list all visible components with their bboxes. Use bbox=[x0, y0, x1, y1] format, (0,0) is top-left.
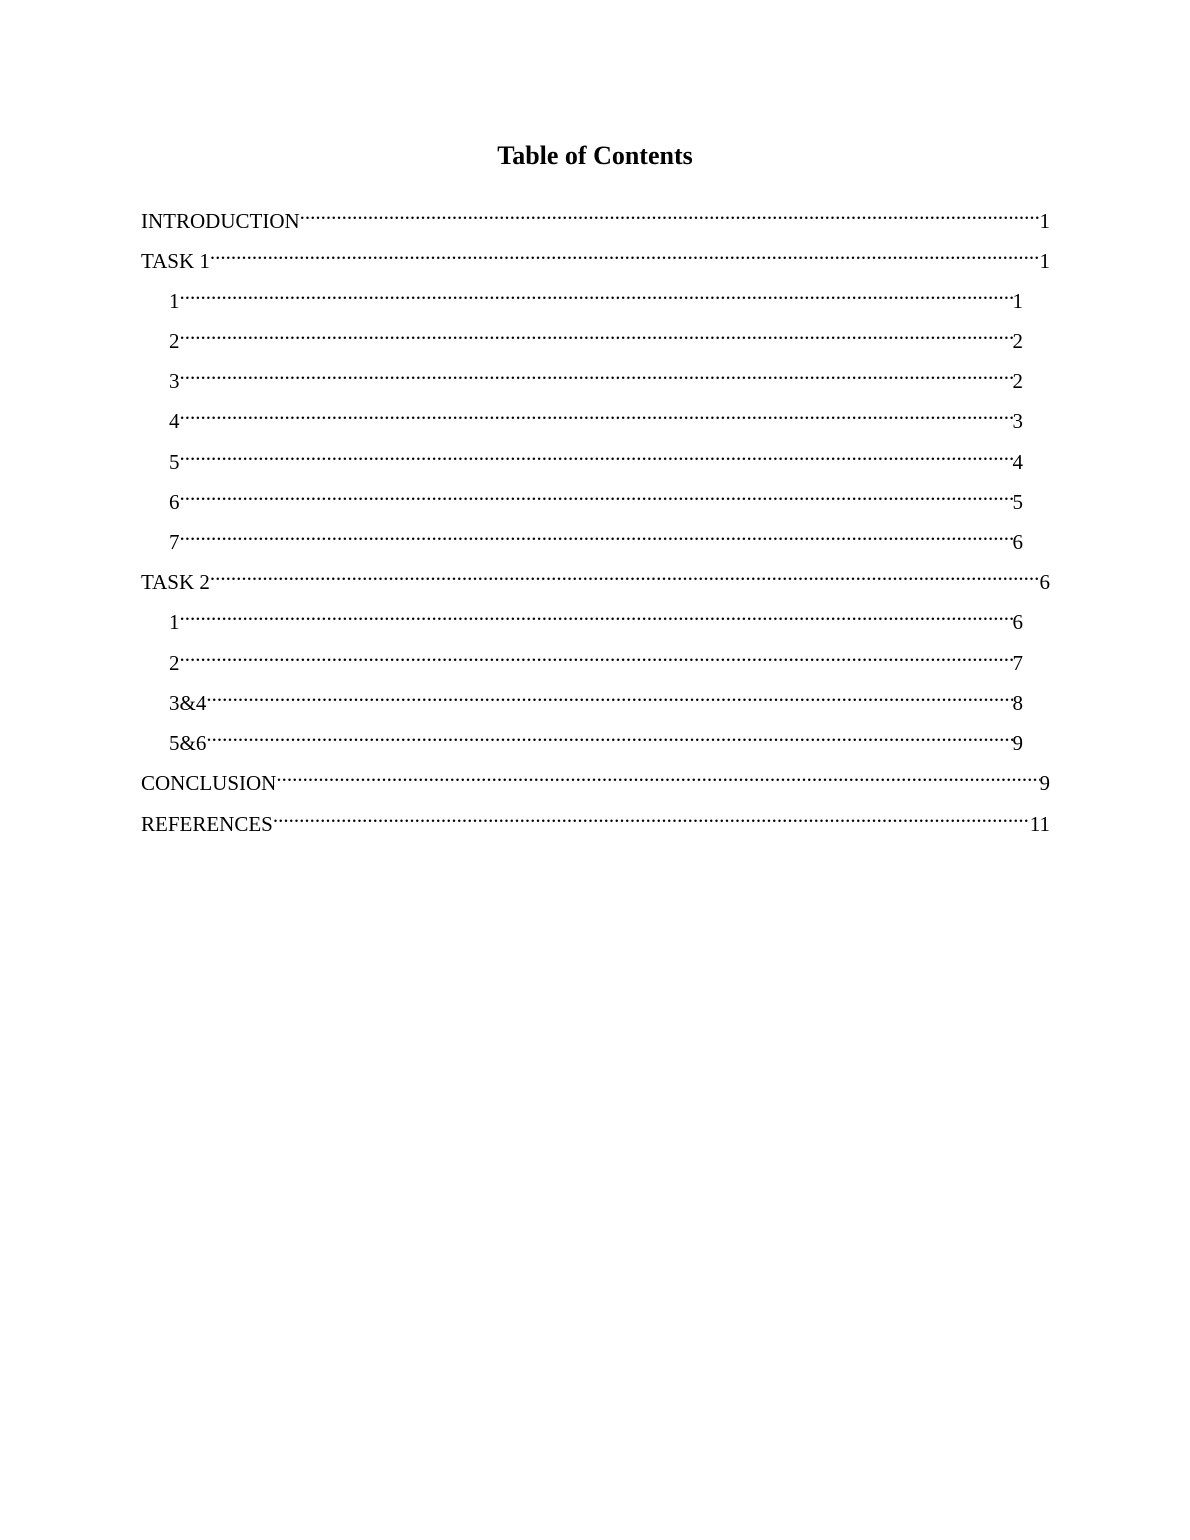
dot-leader bbox=[300, 196, 1040, 228]
toc-entry-task-2-item-3-4[interactable] bbox=[169, 678, 1023, 715]
toc-entry-task-1-item-1[interactable] bbox=[169, 276, 1023, 313]
toc-entry-page-number: 3 bbox=[1012, 409, 1023, 433]
toc-entry-label: REFERENCES bbox=[141, 812, 273, 836]
toc-entry-page-number: 6 bbox=[1012, 610, 1023, 634]
toc-entry-page-number: 6 bbox=[1012, 530, 1023, 554]
toc-entry-label: 3 bbox=[169, 369, 180, 393]
dot-leader bbox=[180, 437, 1013, 469]
toc-entry-task-2[interactable] bbox=[141, 557, 1050, 594]
dot-leader bbox=[180, 356, 1013, 388]
toc-entry-page-number: 5 bbox=[1012, 490, 1023, 514]
dot-leader bbox=[180, 517, 1013, 549]
toc-entry-label: 3&4 bbox=[169, 691, 207, 715]
dot-leader bbox=[206, 718, 1012, 750]
dot-leader bbox=[210, 236, 1040, 268]
dot-leader bbox=[180, 638, 1013, 670]
toc-entry-label: 5 bbox=[169, 450, 180, 474]
toc-entry-label: CONCLUSION bbox=[141, 771, 277, 795]
toc-entry-task-1-item-2[interactable] bbox=[169, 316, 1023, 353]
toc-entry-label: 2 bbox=[169, 329, 180, 353]
toc-entry-page-number: 2 bbox=[1012, 369, 1023, 393]
dot-leader bbox=[180, 396, 1013, 428]
dot-leader bbox=[273, 799, 1030, 831]
toc-entry-task-1-item-3[interactable] bbox=[169, 356, 1023, 393]
toc-entry-page-number: 6 bbox=[1039, 570, 1050, 594]
toc-entry-page-number: 11 bbox=[1029, 812, 1050, 836]
toc-entry-page-number: 9 bbox=[1012, 731, 1023, 755]
toc-entry-label: 6 bbox=[169, 490, 180, 514]
toc-entry-task-1-item-4[interactable] bbox=[169, 396, 1023, 433]
toc-entry-label: TASK 1 bbox=[141, 249, 210, 273]
toc-title: Table of Contents bbox=[497, 141, 693, 170]
toc-entry-page-number: 1 bbox=[1039, 249, 1050, 273]
toc-entry-page-number: 8 bbox=[1012, 691, 1023, 715]
toc-entry-label: 7 bbox=[169, 530, 180, 554]
toc-entry-task-2-item-1[interactable] bbox=[169, 597, 1023, 634]
toc-entry-page-number: 2 bbox=[1012, 329, 1023, 353]
toc-entry-page-number: 1 bbox=[1012, 289, 1023, 313]
toc-entry-page-number: 4 bbox=[1012, 450, 1023, 474]
toc-entry-introduction[interactable] bbox=[141, 196, 1050, 233]
dot-leader bbox=[180, 276, 1013, 308]
toc-entry-references[interactable] bbox=[141, 799, 1050, 836]
toc-entry-label: 2 bbox=[169, 651, 180, 675]
toc-entry-label: 1 bbox=[169, 610, 180, 634]
toc-entry-task-1[interactable] bbox=[141, 236, 1050, 273]
toc-entry-task-1-item-7[interactable] bbox=[169, 517, 1023, 554]
toc-entry-label: TASK 2 bbox=[141, 570, 210, 594]
toc-entry-page-number: 9 bbox=[1039, 771, 1050, 795]
toc-entry-page-number: 7 bbox=[1012, 651, 1023, 675]
dot-leader bbox=[180, 316, 1013, 348]
toc-entry-label: INTRODUCTION bbox=[141, 209, 300, 233]
toc-entry-label: 1 bbox=[169, 289, 180, 313]
dot-leader bbox=[276, 758, 1039, 790]
toc-entry-task-2-item-2[interactable] bbox=[169, 638, 1023, 675]
dot-leader bbox=[180, 597, 1013, 629]
toc-entry-task-1-item-5[interactable] bbox=[169, 437, 1023, 474]
dot-leader bbox=[206, 678, 1012, 710]
toc-entry-task-2-item-5-6[interactable] bbox=[169, 718, 1023, 755]
toc-entry-conclusion[interactable] bbox=[141, 758, 1050, 795]
dot-leader bbox=[210, 557, 1040, 589]
dot-leader bbox=[180, 477, 1013, 509]
toc-entry-label: 4 bbox=[169, 409, 180, 433]
toc-entry-page-number: 1 bbox=[1039, 209, 1050, 233]
toc-entry-label: 5&6 bbox=[169, 731, 207, 755]
toc-entry-task-1-item-6[interactable] bbox=[169, 477, 1023, 514]
